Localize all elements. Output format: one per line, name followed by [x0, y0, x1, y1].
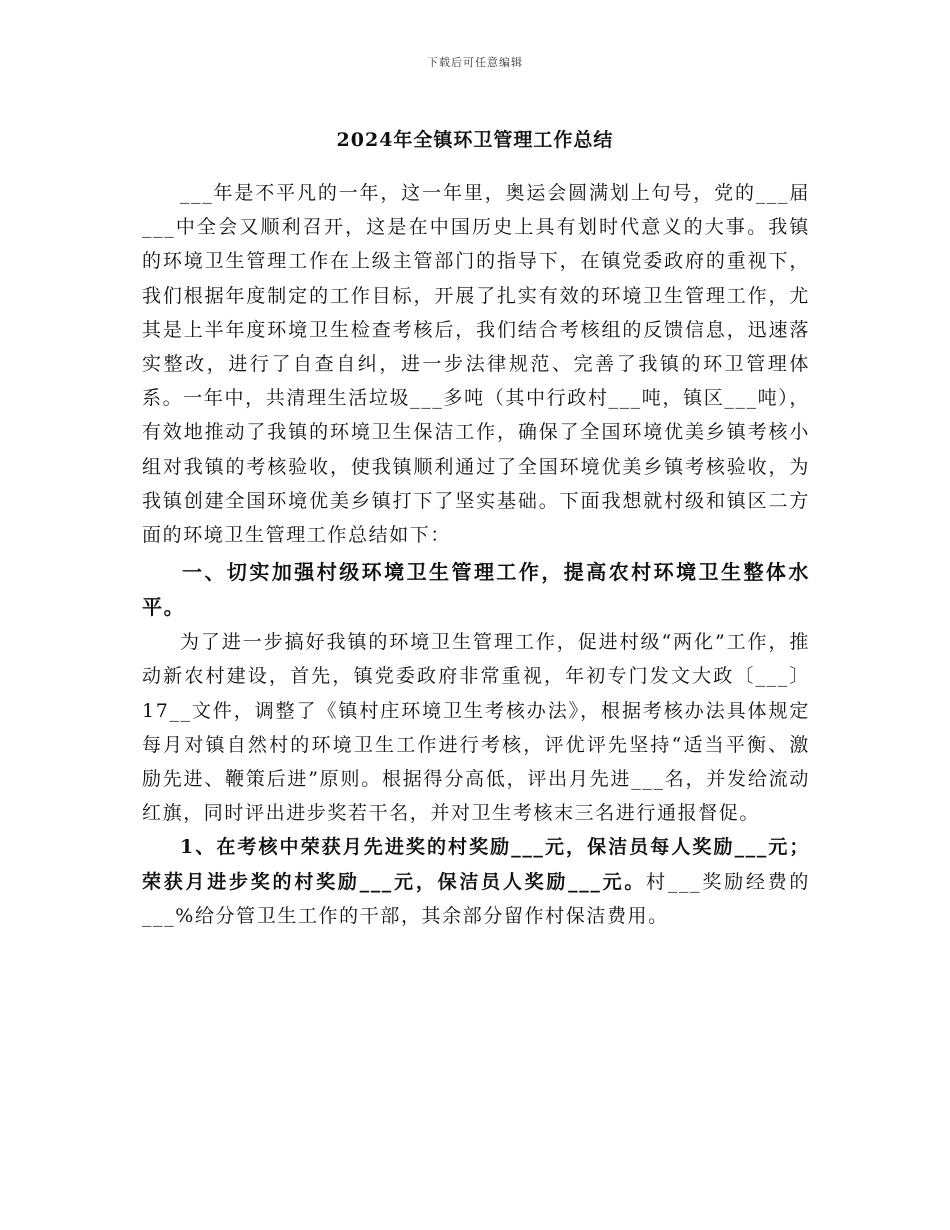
rewards-bold-text: 1、在考核中荣获月先进奖的村奖励___元，保洁员每人奖励___元；荣获月进步奖的村奖励___元，保洁员人奖励___元。: [142, 836, 810, 893]
section-heading-1: 一、切实加强村级环境卫生管理工作，提高农村环境卫生整体水平。: [142, 560, 810, 620]
document-body: [142, 176, 810, 933]
document-title: 2024年全镇环卫管理工作总结: [336, 129, 614, 151]
header-note: 下载后可任意编辑: [427, 56, 523, 69]
rewards-normal-text: 村___奖励经费的___%给分管卫生工作的干部，其余部分留作村保洁费用。: [142, 870, 810, 927]
paragraph-village-management: 为了进一步搞好我镇的环境卫生管理工作，促进村级“两化”工作，推动新农村建设，首先，镇党委政府非常重视，年初专门发文大政〔___〕17__文件，调整了《镇村庄环境卫生考核办法》，根据考核办法具体规定每月对镇自然村的环境卫生工作进行考核，评优评先坚持“适当平衡、激励先进、鞭策后进”原则。根据得分高低，评出月先进___名，并发给流动红旗，同时评出进步奖若干名，并对卫生考核末三名进行通报督促。: [142, 631, 810, 825]
paragraph-rewards: [142, 830, 810, 933]
paragraph-intro: ___年是不平凡的一年，这一年里，奥运会圆满划上句号，党的___届___中全会又顺利召开，这是在中国历史上具有划时代意义的大事。我镇的环境卫生管理工作在上级主管部门的指导下，在镇党委政府的重视下，我们根据年度制定的工作目标，开展了扎实有效的环境卫生管理工作，尤其是上半年度环境卫生检查考核后，我们结合考核组的反馈信息，迅速落实整改，进行了自查自纠，进一步法律规范、完善了我镇的环卫管理体系。一年中，共清理生活垃圾___多吨（其中行政村___吨，镇区___吨），有效地推动了我镇的环境卫生保洁工作，确保了全国环境优美乡镇考核小组对我镇的考核验收，使我镇顺利通过了全国环境优美乡镇考核验收，为我镇创建全国环境优美乡镇打下了坚实基础。下面我想就村级和镇区二方面的环境卫生管理工作总结如下：: [142, 182, 810, 547]
